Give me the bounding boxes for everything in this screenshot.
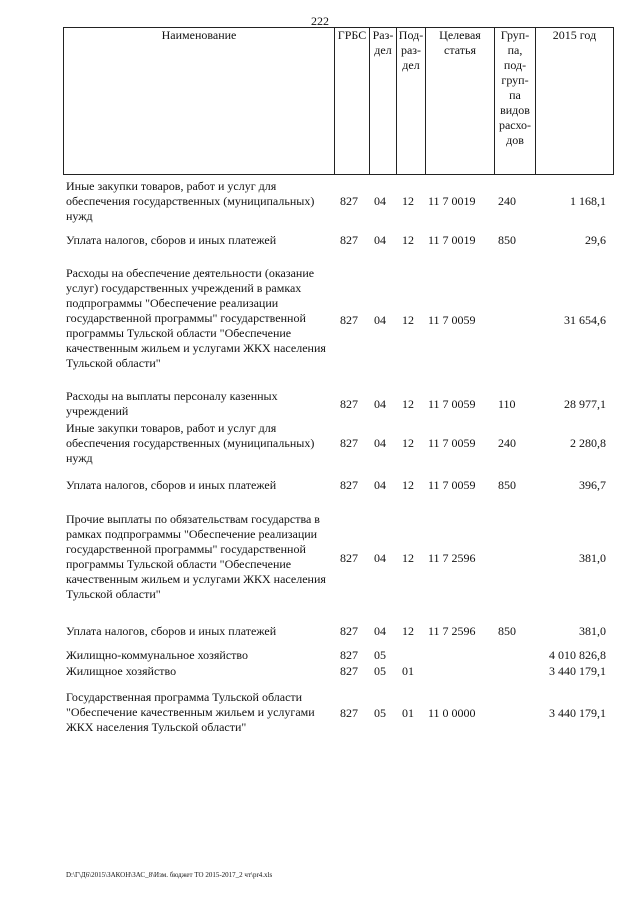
row-podrazdel: 12	[402, 478, 414, 492]
row-razdel: 04	[374, 551, 386, 565]
row-razdel: 05	[374, 706, 386, 720]
row-name: Уплата налогов, сборов и иных платежей	[66, 624, 277, 638]
row-expense-type: 850	[498, 624, 516, 638]
row-razdel: 04	[374, 233, 386, 247]
row-podrazdel: 12	[402, 313, 414, 327]
row-sum: 381,0	[579, 551, 606, 565]
header-target-article: Целевая статья	[426, 28, 495, 175]
row-razdel: 04	[374, 624, 386, 638]
row-expense-type: 240	[498, 436, 516, 450]
row-podrazdel: 12	[402, 397, 414, 411]
row-grbs: 827	[340, 436, 358, 450]
row-target-article: 11 7 2596	[428, 551, 476, 565]
row-expense-type: 240	[498, 194, 516, 208]
row-name: Уплата налогов, сборов и иных платежей	[66, 478, 277, 492]
row-podrazdel: 12	[402, 551, 414, 565]
row-sum: 29,6	[585, 233, 606, 247]
row-name: Иные закупки товаров, работ и услуг для обеспечения государственных (муниципальных) нужд	[66, 179, 315, 223]
row-grbs: 827	[340, 194, 358, 208]
row-razdel: 05	[374, 648, 386, 662]
row-target-article: 11 7 0059	[428, 313, 476, 327]
row-grbs: 827	[340, 706, 358, 720]
row-name: Расходы на обеспечение деятельности (оказание услуг) государственных учреждений в рамках подпрограммы "Обеспечение реализации государственной программы" государственной программы Тульской области "Обеспечение качественным жильем и услугами ЖКХ населения Тульской области"	[66, 266, 326, 370]
row-razdel: 04	[374, 478, 386, 492]
header-grbs: ГРБС	[335, 28, 370, 175]
row-target-article: 11 7 0059	[428, 436, 476, 450]
row-sum: 2 280,8	[570, 436, 606, 450]
row-grbs: 827	[340, 478, 358, 492]
row-podrazdel: 12	[402, 233, 414, 247]
row-podrazdel: 12	[402, 194, 414, 208]
row-sum: 3 440 179,1	[549, 664, 606, 678]
row-target-article: 11 7 0059	[428, 478, 476, 492]
row-razdel: 04	[374, 397, 386, 411]
row-razdel: 05	[374, 664, 386, 678]
table-header	[63, 27, 614, 175]
row-grbs: 827	[340, 233, 358, 247]
row-grbs: 827	[340, 313, 358, 327]
row-podrazdel: 12	[402, 624, 414, 638]
row-name: Уплата налогов, сборов и иных платежей	[66, 233, 277, 247]
row-razdel: 04	[374, 436, 386, 450]
row-target-article: 11 7 0059	[428, 397, 476, 411]
row-target-article: 11 7 0019	[428, 233, 476, 247]
row-razdel: 04	[374, 194, 386, 208]
row-sum: 31 654,6	[564, 313, 606, 327]
page-number: 222	[311, 14, 329, 28]
file-path-footer: D:\Г\Д6\2015\ЗАКОН\ЗАС_8\Изм. бюджет ТО 2015-2017_2 чт\pr4.xls	[66, 871, 273, 879]
row-razdel: 04	[374, 313, 386, 327]
row-name: Государственная программа Тульской области "Обеспечение качественным жильем и услугами ЖКХ населения Тульской области"	[66, 690, 315, 734]
row-sum: 4 010 826,8	[549, 648, 606, 662]
row-name: Жилищно-коммунальное хозяйство	[66, 648, 249, 662]
row-podrazdel: 01	[402, 664, 414, 678]
row-name: Иные закупки товаров, работ и услуг для обеспечения государственных (муниципальных) нужд	[66, 421, 315, 465]
row-grbs: 827	[340, 624, 358, 638]
row-expense-type: 110	[498, 397, 516, 411]
row-grbs: 827	[340, 551, 358, 565]
header-podrazdel: Под- раз- дел	[397, 28, 426, 175]
row-sum: 381,0	[579, 624, 606, 638]
row-name: Прочие выплаты по обязательствам государства в рамках подпрограммы "Обеспечение реализации государственной программы" государственной программы Тульской области "Обеспечение качественным жильем и услугами ЖКХ населения Тульской области"	[66, 512, 326, 601]
header-name: Наименование	[64, 28, 335, 175]
row-target-article: 11 7 0019	[428, 194, 476, 208]
header-expense-type: Груп- па, под- груп- па видов расхо- дов	[495, 28, 536, 175]
row-grbs: 827	[340, 648, 358, 662]
header-razdel: Раз- дел	[370, 28, 397, 175]
row-sum: 28 977,1	[564, 397, 606, 411]
row-name: Расходы на выплаты персоналу казенных учреждений	[66, 389, 278, 418]
row-sum: 3 440 179,1	[549, 706, 606, 720]
row-sum: 396,7	[579, 478, 606, 492]
row-name: Жилищное хозяйство	[66, 664, 177, 678]
row-grbs: 827	[340, 664, 358, 678]
row-expense-type: 850	[498, 478, 516, 492]
row-expense-type: 850	[498, 233, 516, 247]
row-podrazdel: 01	[402, 706, 414, 720]
row-target-article: 11 7 2596	[428, 624, 476, 638]
row-podrazdel: 12	[402, 436, 414, 450]
row-grbs: 827	[340, 397, 358, 411]
header-year-2015: 2015 год	[536, 28, 614, 175]
row-target-article: 11 0 0000	[428, 706, 476, 720]
row-sum: 1 168,1	[570, 194, 606, 208]
